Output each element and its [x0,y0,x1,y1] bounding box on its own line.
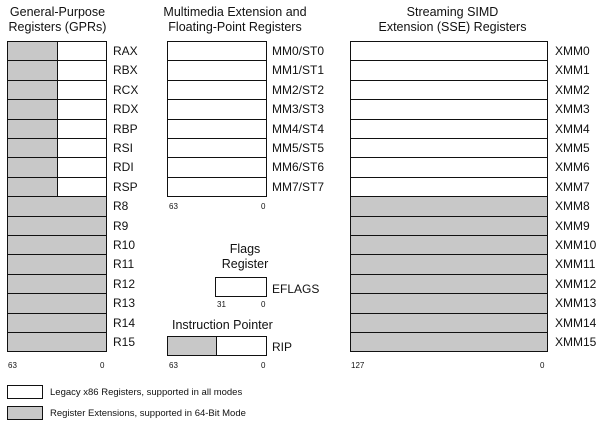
sse-label-xmm15: XMM15 [555,335,597,349]
sse-register-box [350,80,548,100]
gpr-label-rdi: RDI [113,160,134,175]
mmx-register-box [167,41,267,61]
mmx-label-6: MM6/ST6 [272,160,325,175]
flags-title-line1: Flags [229,242,261,256]
gpr-label-rsp: RSP [113,179,138,194]
eflags-register-box [215,277,267,297]
sse-label-xmm0: XMM0 [555,44,590,58]
mmx-register-box [167,99,267,119]
gpr-upper-half [7,99,58,119]
rip-bit-low: 0 [261,361,266,370]
rip-title: Instruction Pointer [172,318,273,332]
sse-register-box [350,332,548,352]
sse-label-xmm6: XMM6 [555,160,590,175]
gpr-label-r10: R10 [113,238,136,252]
mmx-label-0: MM0/ST0 [272,44,325,58]
mmx-register-box [167,60,267,80]
gpr-upper-half [7,177,58,197]
sse-register-box [350,60,548,80]
sse-register-box [350,196,548,216]
sse-label-xmm1: XMM1 [555,63,590,78]
sse-register-box [350,254,548,274]
rip-lower-half [216,336,267,356]
sse-label-xmm3: XMM3 [555,102,590,117]
flags-bit-low: 0 [261,300,266,309]
sse-register-box [350,41,548,61]
gpr-extension-register [7,274,107,294]
gpr-label-r15: R15 [113,335,136,349]
gpr-label-rax: RAX [113,44,138,58]
sse-register-box [350,293,548,313]
sse-register-box [350,138,548,158]
gpr-label-r11: R11 [113,257,135,272]
gpr-label-r12: R12 [113,276,136,291]
gpr-lower-half [57,99,107,119]
mmx-label-2: MM2/ST2 [272,82,325,97]
mmx-title-line1: Multimedia Extension and [163,5,307,19]
sse-label-xmm9: XMM9 [555,218,590,233]
gpr-bit-low: 0 [100,361,105,370]
mmx-title-line2: Floating-Point Registers [168,20,302,34]
rip-label: RIP [272,340,293,354]
gpr-title [0,5,115,35]
sse-register-box [350,119,548,139]
sse-label-xmm4: XMM4 [555,121,590,136]
gpr-extension-register [7,313,107,333]
gpr-lower-half [57,119,107,139]
gpr-label-rbp: RBP [113,121,138,136]
flags-title [210,242,280,272]
gpr-extension-register [7,293,107,313]
mmx-label-5: MM5/ST5 [272,141,325,155]
sse-title-line1: Streaming SIMD [406,5,499,19]
sse-label-xmm7: XMM7 [555,179,590,194]
gpr-bit-high: 63 [8,361,17,370]
sse-bit-low: 0 [540,361,545,370]
sse-label-xmm8: XMM8 [555,199,590,214]
gpr-lower-half [57,177,107,197]
gpr-upper-half [7,80,58,100]
sse-label-xmm11: XMM11 [555,257,596,272]
sse-label-xmm10: XMM10 [555,238,597,252]
gpr-label-rdx: RDX [113,102,139,117]
sse-register-box [350,216,548,236]
gpr-lower-half [57,41,107,61]
sse-label-xmm2: XMM2 [555,82,590,97]
mmx-label-1: MM1/ST1 [272,63,325,78]
mmx-bit-high: 63 [169,202,178,211]
sse-label-xmm5: XMM5 [555,141,590,155]
gpr-label-rsi: RSI [113,141,134,155]
sse-register-box [350,99,548,119]
mmx-register-box [167,177,267,197]
gpr-lower-half [57,80,107,100]
gpr-upper-half [7,60,58,80]
rip-bit-high: 63 [169,361,178,370]
mmx-bit-low: 0 [261,202,266,211]
legend-extension-swatch [7,406,43,420]
legend-legacy-swatch [7,385,43,399]
mmx-register-box [167,157,267,177]
gpr-label-r13: R13 [113,296,136,311]
sse-register-box [350,313,548,333]
gpr-label-r9: R9 [113,218,129,233]
sse-register-box [350,274,548,294]
sse-register-box [350,177,548,197]
gpr-label-rcx: RCX [113,82,139,97]
legend-legacy-text: Legacy x86 Registers, supported in all modes [50,387,243,398]
mmx-label-7: MM7/ST7 [272,179,325,194]
gpr-lower-half [57,157,107,177]
sse-title [365,5,540,35]
gpr-title-line2: Registers (GPRs) [8,20,107,34]
gpr-lower-half [57,60,107,80]
rip-upper-half [167,336,217,356]
sse-register-box [350,235,548,255]
sse-title-line2: Extension (SSE) Registers [378,20,527,34]
gpr-lower-half [57,138,107,158]
gpr-upper-half [7,138,58,158]
gpr-upper-half [7,157,58,177]
flags-title-line2: Register [221,257,269,271]
gpr-extension-register [7,235,107,255]
mmx-register-box [167,80,267,100]
sse-register-box [350,157,548,177]
gpr-extension-register [7,216,107,236]
flags-bit-high: 31 [217,300,226,309]
gpr-title-line1: General-Purpose [9,5,106,19]
mmx-register-box [167,138,267,158]
sse-label-xmm13: XMM13 [555,296,597,311]
gpr-upper-half [7,119,58,139]
gpr-label-r8: R8 [113,199,129,214]
gpr-label-rbx: RBX [113,63,138,78]
mmx-register-box [167,119,267,139]
gpr-upper-half [7,41,58,61]
gpr-extension-register [7,254,107,274]
eflags-label: EFLAGS [272,282,320,296]
mmx-label-3: MM3/ST3 [272,102,325,117]
legend-extension-text: Register Extensions, supported in 64-Bit Mode [50,408,246,419]
mmx-title [160,5,310,35]
gpr-extension-register [7,196,107,216]
gpr-label-r14: R14 [113,315,136,330]
sse-label-xmm14: XMM14 [555,315,597,330]
sse-bit-high: 127 [351,361,365,370]
mmx-label-4: MM4/ST4 [272,121,325,136]
sse-label-xmm12: XMM12 [555,276,597,291]
gpr-extension-register [7,332,107,352]
